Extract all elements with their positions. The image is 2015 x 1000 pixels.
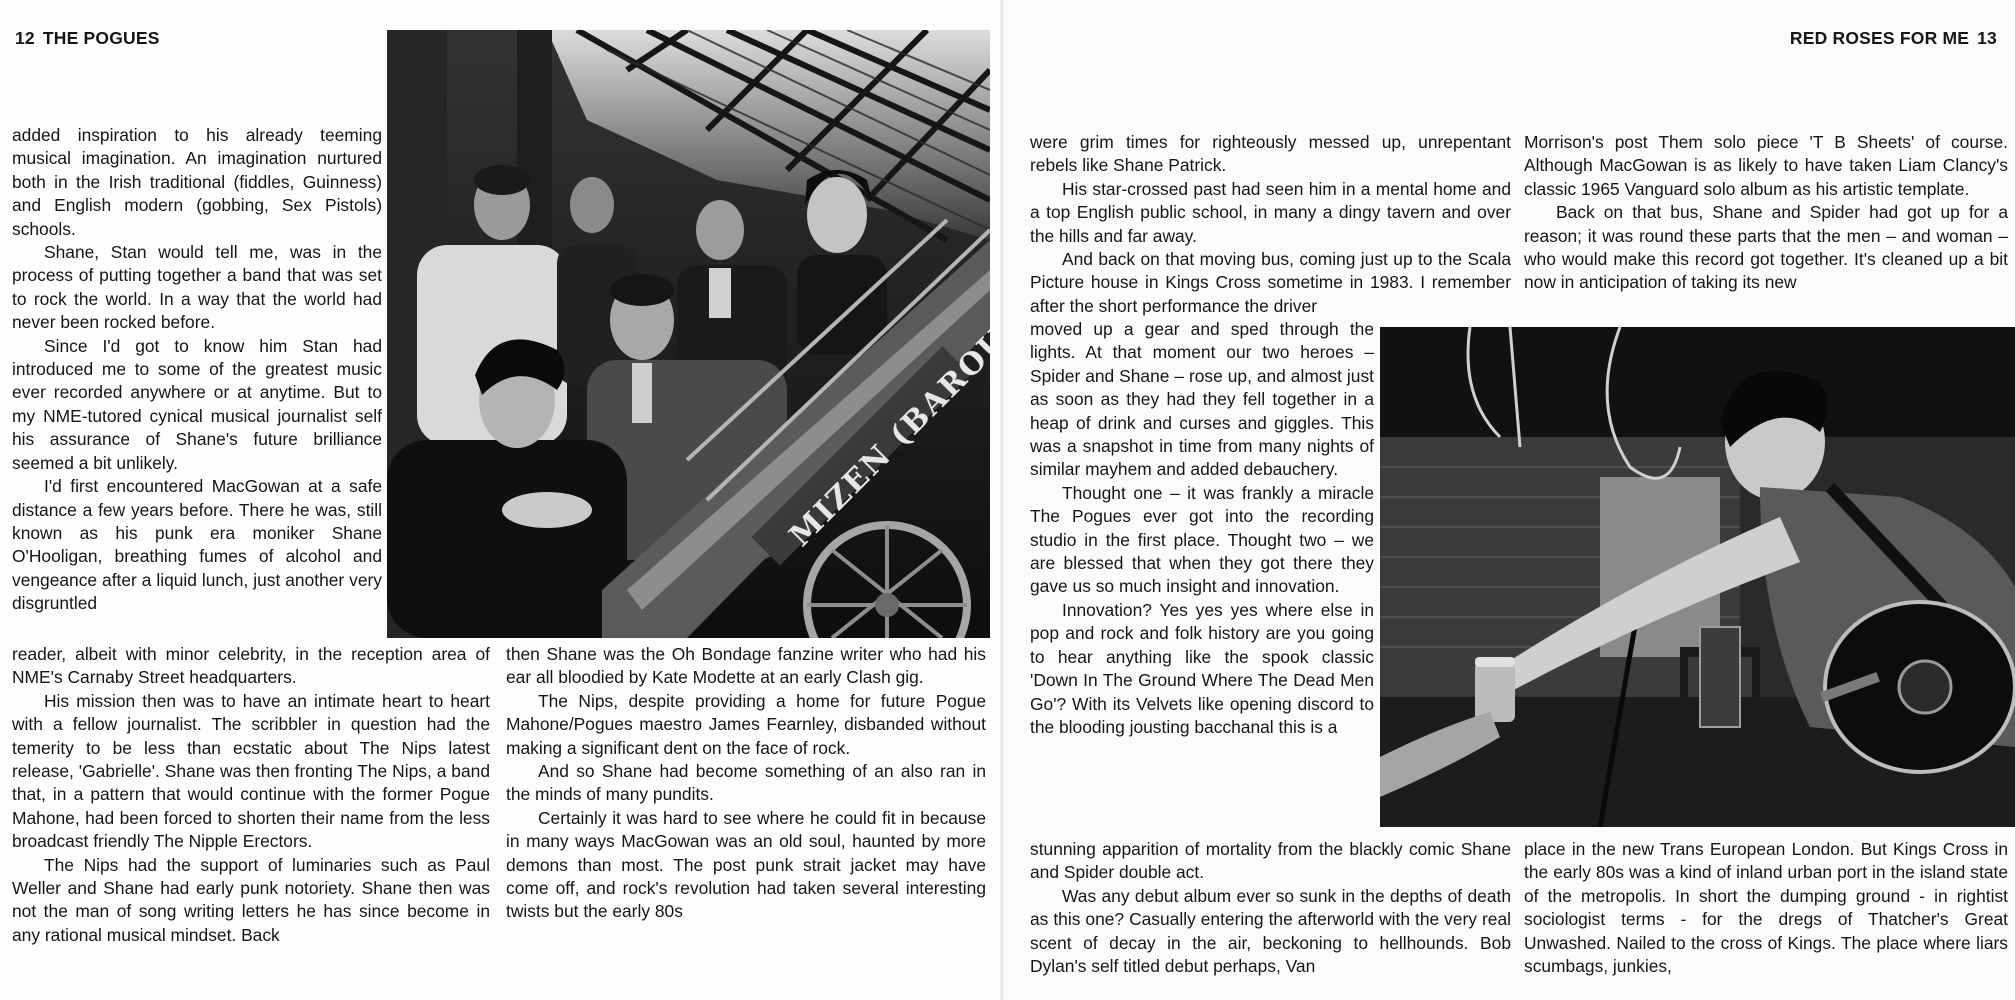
paragraph: Morrison's post Them solo piece 'T B Sheets' of course. Although MacGowan is as likely to have taken Liam Clancy's classic 1965 Vanguard solo album as his artistic template. (1524, 132, 2008, 199)
page-number: 12 (15, 28, 35, 48)
paragraph: Innovation? Yes yes yes where else in pop and rock and folk history are you going to hear anything like the spook classic 'Down In The Ground Where The Dead Men Go'? With its Velvets like opening discord to the blooding jousting bacchanal this is a (1030, 599, 1374, 737)
left-page-header (15, 28, 160, 49)
paragraph: And back on that moving bus, coming just up to the Scala Picture house in Kings Cross sometime in 1983. I remember after the short performance the driver (1030, 249, 1511, 316)
right-column1-top (1030, 131, 1511, 318)
right-page-header (1790, 28, 2005, 49)
right-column1-middle (1030, 318, 1374, 739)
paragraph: place in the new Trans European London. But Kings Cross in the early 80s was a kind of inland urban port in the island state of the metropolis. In short the dumping ground - in rightist sociologist terms - for the dregs of Thatcher's Great Unwashed. Nailed to the cross of Kings. The place where liars scumbags, junkies, (1524, 839, 2008, 977)
paragraph: Was any debut album ever so sunk in the depths of death as this one? Casually entering the afterworld with the very real scent of decay in the air, beckoning to hellhounds. Bob Dylan's self titled debut perhaps, Van (1030, 885, 1511, 977)
paragraph: Certainly it was hard to see where he could fit in because in many ways MacGowan was an old soul, haunted by more demons than most. The post punk strait jacket may have come off, and rock's revolution had taken several interesting twists but the early 80s (506, 807, 986, 922)
paragraph: reader, albeit with minor celebrity, in the reception area of NME's Carnaby Street headquarters. (12, 644, 490, 688)
paragraph: Thought one – it was frankly a miracle The Pogues ever got into the recording studio in the first place. Thought two – we are blessed that when they got there they gave us so much insight and innovation. (1030, 482, 1374, 597)
paragraph: Back on that bus, Shane and Spider had got up for a reason; it was round these parts that the men – and woman – who would make this record got together. It's cleaned up a bit now in anticipation of taking its new (1524, 202, 2008, 293)
paragraph: added inspiration to his already teeming musical imagination. An imagination nurtured both in the Irish traditional (fiddles, Guinness) and English modern (gobbing, Sex Pistols) schools. (12, 125, 382, 239)
paragraph: The Nips, despite providing a home for future Pogue Mahone/Pogues maestro James Fearnley, disbanded without making a significant dent on the face of rock. (506, 690, 986, 758)
left-column1-top (12, 124, 382, 616)
paragraph: His star-crossed past had seen him in a mental home and a top English public school, in many a dingy tavern and over the hills and far away. (1030, 178, 1511, 246)
paragraph: Shane, Stan would tell me, was in the process of putting together a band that was set to rock the world. In a way that the world had never been rocked before. (12, 242, 382, 333)
left-page (0, 0, 1003, 1000)
left-column2 (506, 643, 986, 924)
live-photo-image (1380, 327, 2015, 827)
paragraph: I'd first encountered MacGowan at a safe distance a few years before. There he was, still known as his punk era moniker Shane O'Hooligan, breathing fumes of alcohol and vengeance after a liquid lunch, just another very disgruntled (12, 476, 382, 614)
left-column1-bottom (12, 643, 490, 947)
live-photo (1380, 327, 2015, 827)
right-column1-bottom (1030, 838, 1511, 978)
right-column2-bottom (1524, 838, 2008, 978)
running-head: THE POGUES (42, 28, 160, 48)
band-photo (387, 30, 990, 638)
paragraph: were grim times for righteously messed up, unrepentant rebels like Shane Patrick. (1030, 132, 1511, 176)
page-number: 13 (1977, 28, 1997, 48)
paragraph: stunning apparition of mortality from the blackly comic Shane and Spider double act. (1030, 839, 1511, 883)
paragraph: His mission then was to have an intimate heart to heart with a fellow journalist. The scribbler in question had the temerity to be less than ecstatic about The Nips latest release, 'Gabrielle'. Shane was then fronting The Nips, a band that, in a pattern that would continue with the former Pogue Mahone, had been forced to shorten their name from the less broadcast friendly The Nipple Erectors. (12, 690, 490, 852)
band-photo-image (387, 30, 990, 638)
right-column2-top (1524, 131, 2008, 295)
paragraph: Since I'd got to know him Stan had introduced me to some of the greatest music ever recorded anywhere or at anytime. But to my NME-tutored cynical musical journalist self his assurance of Shane's future brilliance seemed a bit unlikely. (12, 335, 382, 473)
paragraph: moved up a gear and sped through the lights. At that moment our two heroes – Spider and Shane – rose up, and almost just as soon as they had they fell together in a heap of drink and curses and giggles. This was a snapshot in time from many nights of similar mayhem and added debauchery. (1030, 319, 1374, 480)
paragraph: The Nips had the support of luminaries such as Paul Weller and Shane had early punk notoriety. Shane then was not the man of song writing letters he has since become in any rational musical mindset. Back (12, 854, 490, 945)
paragraph: then Shane was the Oh Bondage fanzine writer who had his ear all bloodied by Kate Modette at an early Clash gig. (506, 644, 986, 688)
right-page (1003, 0, 2015, 1000)
paragraph: And so Shane had become something of an also ran in the minds of many pundits. (506, 761, 986, 805)
running-head: RED ROSES FOR ME (1789, 28, 1970, 48)
